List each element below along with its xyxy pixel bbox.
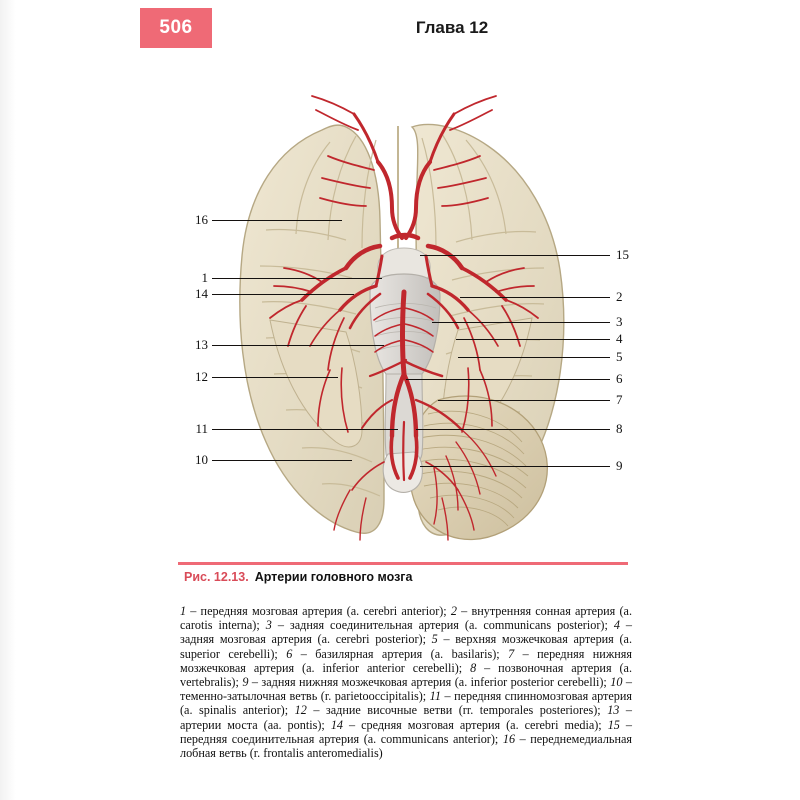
leader-line (212, 345, 384, 346)
figure-legend (180, 604, 632, 760)
leader-line (432, 322, 610, 323)
figure-caption (184, 570, 634, 584)
page-edge-shadow (0, 0, 16, 800)
leader-line (212, 377, 338, 378)
leader-line (406, 379, 610, 380)
page-number: 506 (159, 17, 193, 38)
leader-line (460, 297, 610, 298)
leader-line (416, 429, 610, 430)
page-header (0, 0, 800, 55)
leader-line (420, 466, 610, 467)
leader-line (212, 278, 382, 279)
figure-brain-arteries: 16 1 14 13 12 11 10 15 2 3 4 5 6 7 8 9 (170, 70, 640, 560)
brain-inferior-view-svg (170, 70, 640, 560)
leader-line (456, 339, 610, 340)
leader-line (212, 294, 354, 295)
leader-line (212, 220, 342, 221)
chapter-title: Глава 12 (415, 18, 489, 37)
leader-line (212, 460, 352, 461)
leader-line (438, 400, 610, 401)
figure-caption-text: Артерии головного мозга (254, 570, 413, 584)
caption-rule (178, 562, 628, 565)
leader-line (458, 357, 610, 358)
legend-text: 1 – передняя мозговая артерия (a. cerebri anterior); 2 – внутренняя сонная артерия (a. carotis interna); 3 – задняя соединительная артерия (a. communicans posterior); 4 – задняя мозговая артерия (a. cerebri posterior); 5 – верхняя мозжечковая артерия (a. superior cerebelli); 6 – базилярная артерия (a. basilaris); 7 – передняя нижняя мозжечковая артерия (a. inferior anterior cerebelli); 8 – позвоночная артерия (a. vertebralis); 9 – задняя нижняя мозжечковая артерия (a. inferior posterior cerebelli); 10 – теменно-затылочная ветвь (r. parietooccipitalis); 11 – передняя спинномозговая артерия (a. spinalis anterior); 12 – задние височные ветви (rr. temporales posteriores); 13 – артерии моста (aa. pontis); 14 – средняя мозговая артерия (a. cerebri media); 15 – передняя соединительная артерия (a. communicans anterior); 16 – переднемедиальная лобная ветвь (r. frontalis anteromedialis) (180, 604, 633, 761)
leader-line (212, 429, 398, 430)
brain-illustration (170, 70, 640, 560)
leader-line (420, 255, 610, 256)
figure-number: Рис. 12.13. (184, 570, 249, 584)
